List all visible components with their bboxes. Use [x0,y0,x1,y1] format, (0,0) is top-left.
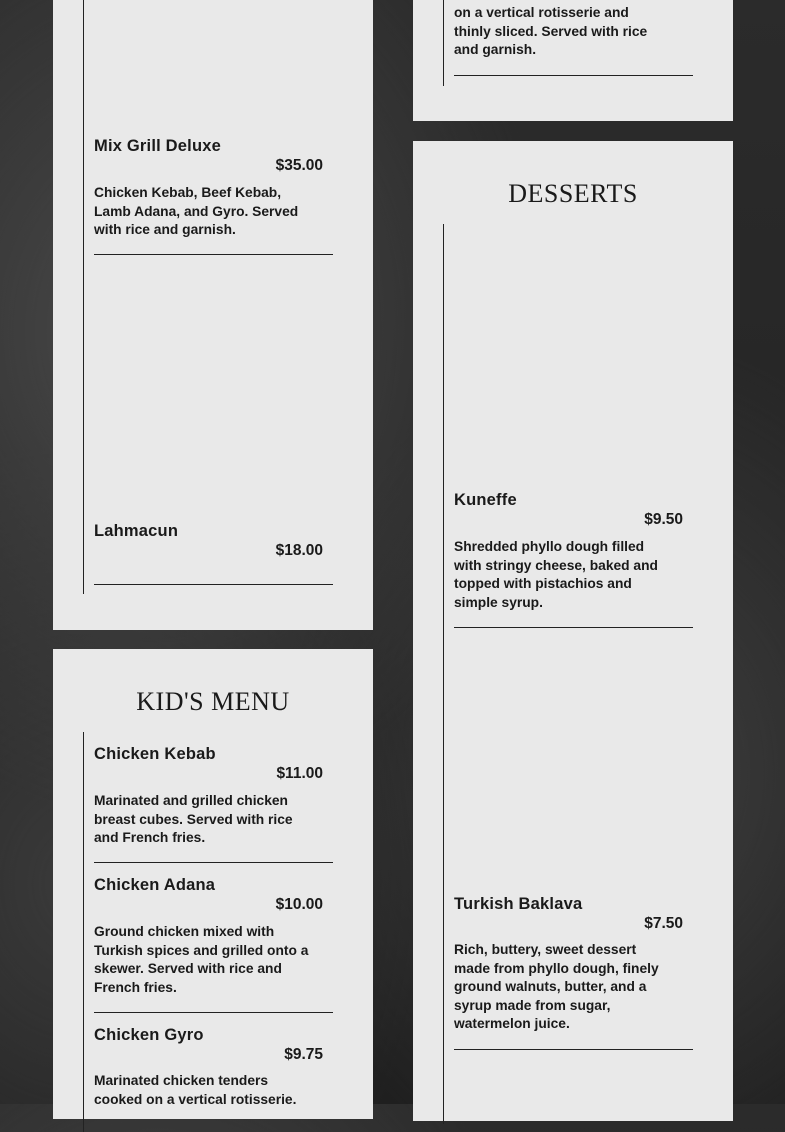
menu-item-price: $18.00 [275,542,323,559]
menu-item-description: Chicken Kebab, Beef Kebab, Lamb Adana, and Gyro. Served with rice and garnish. [94,185,299,237]
menu-item-name: Chicken Adana [94,876,216,894]
menu-item-name: Mix Grill Deluxe [94,137,221,155]
menu-item-name: Kuneffe [454,491,517,509]
menu-item-price: $7.50 [644,915,683,932]
menu-card-kids [53,649,373,1119]
menu-item-description: Rich, buttery, sweet dessert made from phyllo dough, finely ground walnuts, butter, and a syrup made from sugar, watermelon juice. [454,942,659,1031]
menu-item-description: Marinated and grilled chicken breast cubes. Served with rice and French fries. [94,793,293,845]
menu-item-price: $9.50 [644,511,683,528]
menu-item-name: Chicken Kebab [94,745,216,763]
menu-item-price: $35.00 [275,157,323,174]
card-divider-line [443,0,444,86]
item-separator [454,75,693,76]
card-divider-line [83,0,84,594]
menu-item-description: Marinated chicken tenders cooked on a vertical rotisserie. [94,1073,297,1107]
item-separator [454,1049,693,1050]
card-divider-line [83,732,84,1132]
menu-card-mains [53,0,373,630]
menu-item-price: $10.00 [275,896,323,913]
menu-item-description: Ground chicken mixed with Turkish spices and grilled onto a skewer. Served with rice and French fries. [94,924,309,995]
section-title: KID'S MENU [136,687,290,716]
card-divider-line [443,224,444,1124]
menu-item-description: Shredded phyllo dough filled with stringy cheese, baked and topped with pistachios and simple syrup. [454,539,658,610]
item-separator [94,862,333,863]
menu-item-description: on a vertical rotisserie and thinly sliced. Served with rice and garnish. [454,5,648,57]
item-separator [454,627,693,628]
menu-item-name: Chicken Gyro [94,1026,204,1044]
menu-item-name: Turkish Baklava [454,895,583,913]
menu-card-desserts [413,141,733,1121]
item-separator [94,254,333,255]
item-separator [94,584,333,585]
menu-item-price: $11.00 [276,765,323,782]
menu-item-price: $9.75 [284,1046,323,1063]
section-title: DESSERTS [508,179,638,208]
item-separator [94,1012,333,1013]
menu-item-name: Lahmacun [94,522,179,540]
menu-card-right-top [413,0,733,121]
